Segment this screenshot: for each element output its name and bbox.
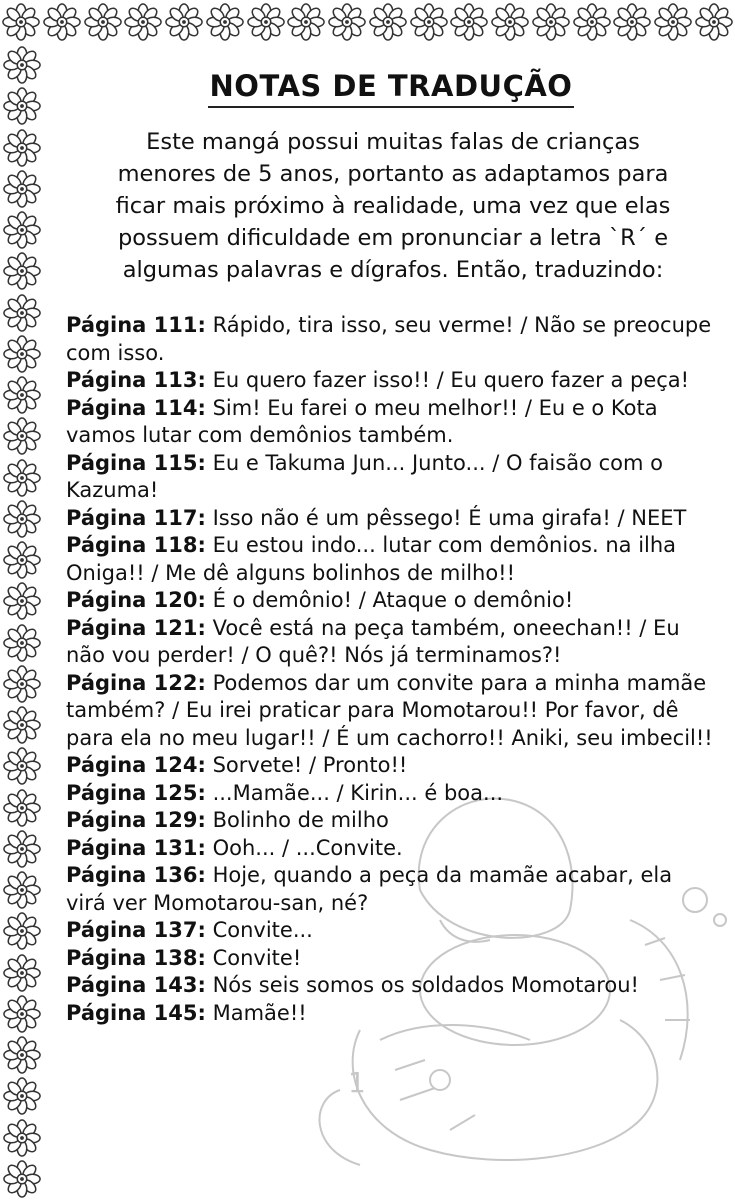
note-text: Eu e Takuma Jun... Junto... / O faisão com o Kazuma! xyxy=(66,450,663,502)
intro-line: menores de 5 anos, portanto as adaptamos para xyxy=(117,161,669,187)
flower-ornament-icon xyxy=(3,624,41,662)
note-text: Eu estou indo... lutar com demônios. na ilha Oniga!! / Me dê alguns bolinhos de milho!! xyxy=(66,533,677,585)
note-entry xyxy=(66,917,716,945)
flower-ornament-icon xyxy=(3,87,41,125)
flower-ornament-icon xyxy=(3,1077,41,1115)
flower-ornament-icon xyxy=(206,3,244,41)
page-title: NOTAS DE TRADUÇÃO xyxy=(66,68,716,108)
note-entry xyxy=(66,780,716,808)
flower-ornament-icon xyxy=(3,294,41,332)
flower-ornament-icon xyxy=(3,582,41,620)
flower-ornament-icon xyxy=(124,3,162,41)
note-text: Convite... xyxy=(205,918,313,942)
flower-ornament-icon xyxy=(573,3,611,41)
flower-ornament-icon xyxy=(165,3,203,41)
flower-ornament-icon xyxy=(3,1119,41,1157)
note-entry xyxy=(66,835,716,863)
flower-ornament-icon xyxy=(3,211,41,249)
note-text: Você está na peça também, oneechan!! / Eu não vou perder! / O quê?! Nós já terminamos?! xyxy=(66,615,680,667)
flower-ornament-icon xyxy=(3,747,41,785)
flower-ornament-icon xyxy=(3,1036,41,1074)
flower-ornament-icon xyxy=(491,3,529,41)
intro-line: possuem dificuldade em pronunciar a letra `R´ e xyxy=(117,225,669,251)
note-page-number: Página 138: xyxy=(66,945,206,970)
flower-ornament-icon xyxy=(3,912,41,950)
flower-ornament-icon xyxy=(84,3,122,41)
translation-notes-page xyxy=(66,58,716,1027)
flower-ornament-icon xyxy=(328,3,366,41)
intro-line: ficar mais próximo à realidade, uma vez que elas xyxy=(115,193,671,219)
note-page-number: Página 143: xyxy=(66,973,206,997)
note-text: Mamãe!! xyxy=(205,1000,307,1025)
note-entry xyxy=(66,367,716,395)
flower-ornament-icon xyxy=(3,46,41,84)
note-page-number: Página 124: xyxy=(66,753,206,777)
note-page-number: Página 136: xyxy=(66,863,206,887)
flower-border-top xyxy=(0,0,735,44)
flower-ornament-icon xyxy=(613,3,651,41)
flower-ornament-icon xyxy=(3,252,41,290)
flower-ornament-icon xyxy=(3,995,41,1033)
flower-ornament-icon xyxy=(3,417,41,455)
flower-ornament-icon xyxy=(43,3,81,41)
intro-line: algumas palavras e dígrafos. Então, traduzindo: xyxy=(122,257,664,283)
flower-ornament-icon xyxy=(3,706,41,744)
flower-ornament-icon xyxy=(3,459,41,497)
note-text: Sim! Eu farei o meu melhor!! / Eu e o Kota vamos lutar com demônios também. xyxy=(66,395,658,447)
note-text: Nós seis somos os soldados Momotarou! xyxy=(205,973,639,997)
note-page-number: Página 117: xyxy=(66,505,206,530)
note-text: Convite! xyxy=(205,945,302,970)
svg-text:1: 1 xyxy=(348,1066,366,1099)
note-page-number: Página 113: xyxy=(66,368,206,392)
note-page-number: Página 120: xyxy=(66,588,206,612)
note-text: Sorvete! / Pronto!! xyxy=(205,753,408,777)
flower-ornament-icon xyxy=(3,665,41,703)
note-entry xyxy=(66,862,716,917)
flower-ornament-icon xyxy=(3,376,41,414)
flower-ornament-icon xyxy=(3,830,41,868)
note-text: ...Mamãe... / Kirin... é boa... xyxy=(205,780,504,805)
note-text: Rápido, tira isso, seu verme! / Não se preocupe com isso. xyxy=(66,313,712,365)
note-entry xyxy=(66,532,716,587)
notes-list xyxy=(66,312,716,1027)
note-text: Podemos dar um convite para a minha mamãe também? / Eu irei praticar para Momotarou!! Por favor, dê para ela no meu lugar!! / É um cachorro!! Aniki, seu imbecil!! xyxy=(66,670,713,750)
note-text: Hoje, quando a peça da mamãe acabar, ela virá ver Momotarou-san, né? xyxy=(66,863,673,915)
note-text: Ooh... / ...Convite. xyxy=(205,835,403,860)
flower-ornament-icon xyxy=(3,541,41,579)
note-page-number: Página 137: xyxy=(66,918,206,942)
flower-ornament-icon xyxy=(3,789,41,827)
note-entry xyxy=(66,972,716,1000)
note-entry xyxy=(66,615,716,670)
note-page-number: Página 131: xyxy=(66,835,206,860)
flower-border-left xyxy=(0,44,44,1200)
note-entry xyxy=(66,450,716,505)
note-text: Bolinho de milho xyxy=(205,808,389,832)
flower-ornament-icon xyxy=(2,3,40,41)
flower-ornament-icon xyxy=(3,335,41,373)
note-page-number: Página 121: xyxy=(66,615,206,640)
flower-ornament-icon xyxy=(532,3,570,41)
note-page-number: Página 118: xyxy=(66,533,206,557)
flower-ornament-icon xyxy=(3,1160,41,1198)
note-text: Eu quero fazer isso!! / Eu quero fazer a peça! xyxy=(205,368,690,392)
note-page-number: Página 111: xyxy=(66,313,206,337)
note-entry xyxy=(66,945,716,973)
intro-line: Este mangá possui muitas falas de crianças xyxy=(146,129,640,155)
flower-ornament-icon xyxy=(654,3,692,41)
flower-ornament-icon xyxy=(695,3,733,41)
note-page-number: Página 122: xyxy=(66,670,206,695)
flower-ornament-icon xyxy=(3,129,41,167)
note-entry xyxy=(66,395,716,450)
flower-ornament-icon xyxy=(287,3,325,41)
flower-ornament-icon xyxy=(3,954,41,992)
note-page-number: Página 145: xyxy=(66,1000,206,1025)
note-page-number: Página 114: xyxy=(66,395,206,420)
note-entry xyxy=(66,312,716,367)
flower-ornament-icon xyxy=(3,170,41,208)
note-page-number: Página 115: xyxy=(66,450,206,475)
flower-ornament-icon xyxy=(3,871,41,909)
note-entry xyxy=(66,670,716,753)
intro-paragraph xyxy=(66,126,716,286)
note-text: É o demônio! / Ataque o demônio! xyxy=(205,588,574,612)
note-page-number: Página 129: xyxy=(66,808,206,832)
note-text: Isso não é um pêssego! É uma girafa! / NEET xyxy=(205,505,687,530)
note-entry xyxy=(66,505,716,533)
flower-ornament-icon xyxy=(369,3,407,41)
note-page-number: Página 125: xyxy=(66,780,206,805)
note-entry xyxy=(66,1000,716,1028)
note-entry xyxy=(66,807,716,835)
flower-ornament-icon xyxy=(247,3,285,41)
flower-ornament-icon xyxy=(3,500,41,538)
flower-ornament-icon xyxy=(450,3,488,41)
flower-ornament-icon xyxy=(410,3,448,41)
note-entry xyxy=(66,752,716,780)
note-entry xyxy=(66,587,716,615)
